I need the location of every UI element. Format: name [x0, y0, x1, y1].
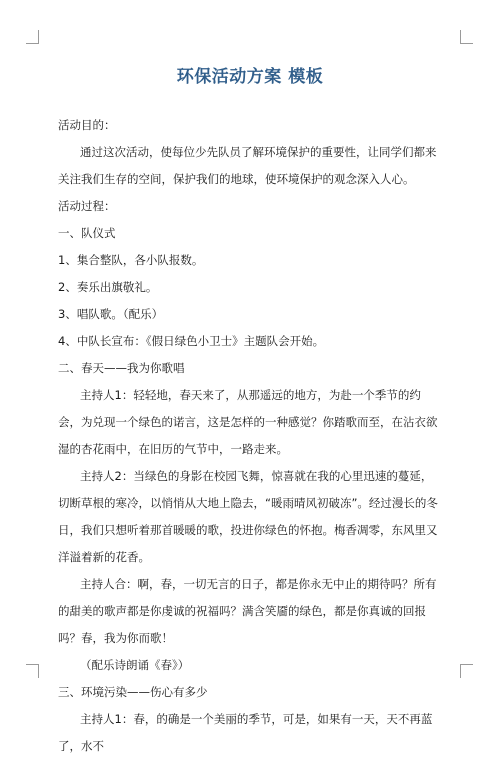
list-item-1: 1、集合整队，各小队报数。 — [58, 253, 204, 267]
paragraph-poem-note: （配乐诗朗诵《春》） — [80, 658, 190, 672]
crop-mark-bottom-right-horizontal — [460, 664, 473, 665]
crop-mark-top-left-horizontal — [26, 43, 39, 44]
section-heading-pollution: 三、环境污染——伤心有多少 — [58, 685, 208, 699]
list-item-4: 4、中队长宣布：《假日绿色小卫士》主题队会开始。 — [58, 334, 325, 348]
section-heading-spring: 二、春天——我为你歌唱 — [58, 361, 185, 375]
crop-mark-bottom-left-vertical — [38, 664, 39, 678]
list-item-3: 3、唱队歌。（配乐） — [58, 307, 164, 321]
paragraph-host1-spring: 主持人1：轻轻地，春天来了，从那遥远的地方，为赴一个季节的约会，为兑现一个绿色的诺言，这是怎样的一种感觉？你踏歌而至，在沾衣欲湿的杏花雨中，在旧历的气节中，一路走来。 — [58, 388, 438, 456]
crop-mark-top-right-horizontal — [460, 43, 473, 44]
paragraph-process-heading: 活动过程： — [58, 199, 116, 213]
document-body — [58, 112, 442, 760]
section-heading-ceremony: 一、队仪式 — [58, 226, 116, 240]
paragraph-host2-spring: 主持人2：当绿色的身影在校园飞舞，惊喜就在我的心里迅速的蔓延，切断草根的寒冷，以悄悄从大地上隐去，“暖雨晴风初破冻”。经过漫长的冬日，我们只想听着那首暖暖的歌，投进你绿色的怀抱。梅香凋零，东风里又洋溢着新的花香。 — [58, 469, 438, 564]
crop-mark-top-left-vertical — [38, 30, 39, 44]
paragraph-host1-pollution: 主持人1：春，的确是一个美丽的季节，可是，如果有一天，天不再蓝了，水不 — [58, 712, 433, 753]
crop-mark-top-right-vertical — [460, 30, 461, 44]
crop-mark-bottom-left-horizontal — [26, 664, 39, 665]
crop-mark-bottom-right-vertical — [460, 664, 461, 678]
paragraph-purpose-text: 通过这次活动，使每位少先队员了解环境保护的重要性，让同学们都来关注我们生存的空间，保护我们的地球，使环境保护的观念深入人心。 — [58, 145, 437, 186]
list-item-2: 2、奏乐出旗敬礼。 — [58, 280, 158, 294]
paragraph-purpose-heading: 活动目的： — [58, 118, 116, 132]
paragraph-hosts-together: 主持人合：啊，春，一切无言的日子，都是你永无中止的期待吗？所有的甜美的歌声都是你虔诚的祝福吗？满含笑靥的绿色，都是你真诚的回报吗？春，我为你而歌！ — [58, 577, 437, 645]
document-title: 环保活动方案 模板 — [176, 67, 324, 87]
